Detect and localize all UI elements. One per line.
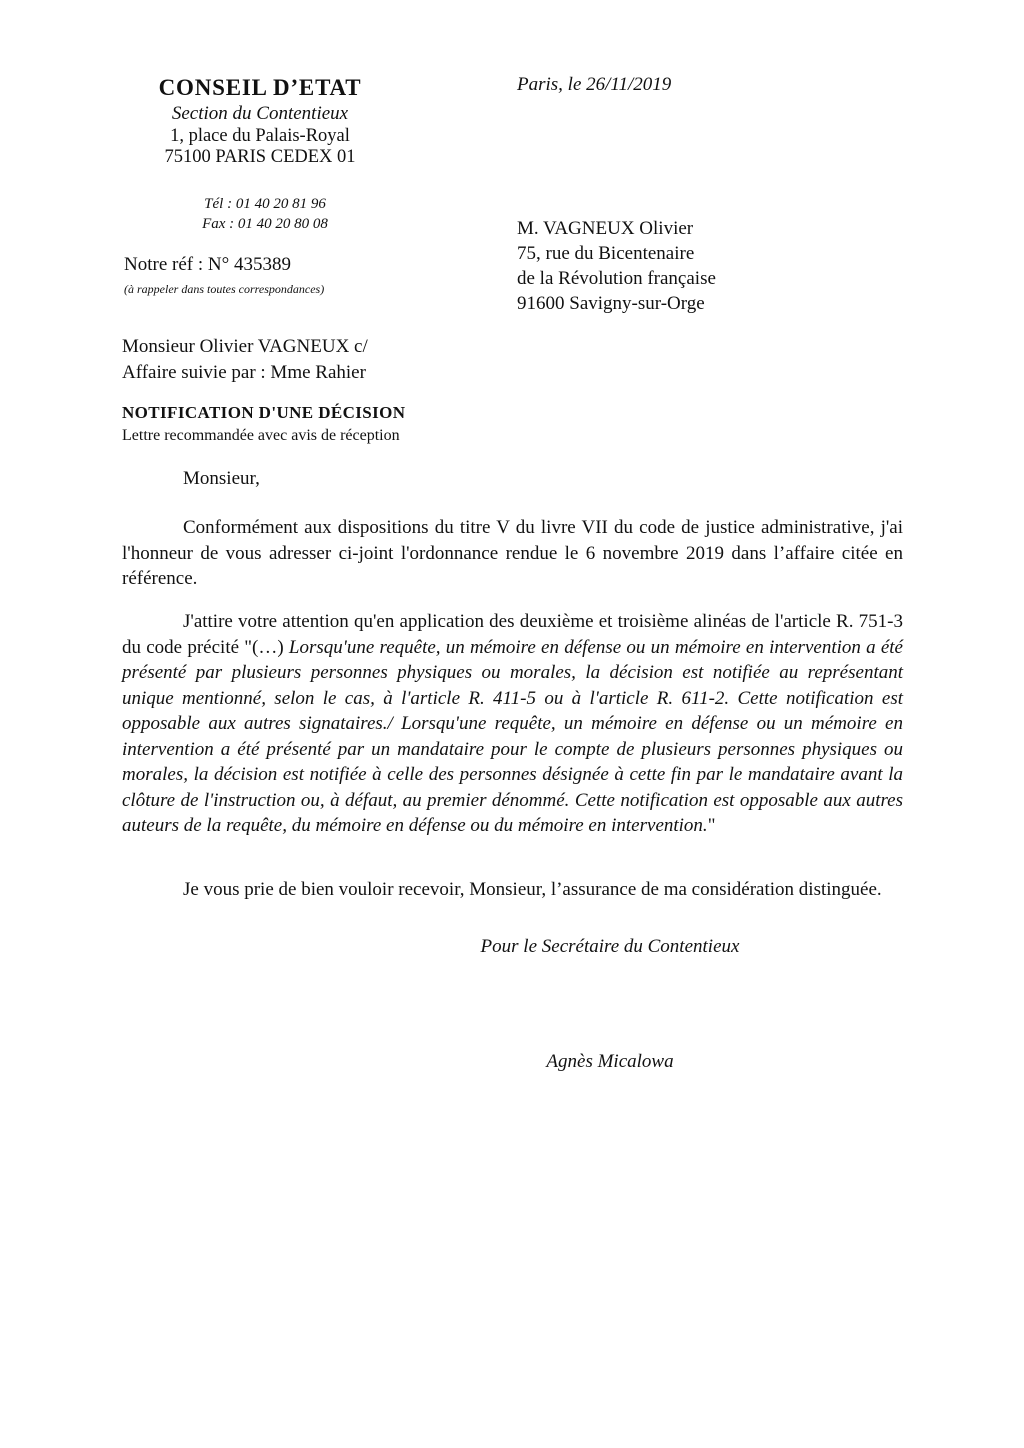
recipient-name: M. VAGNEUX Olivier: [517, 218, 694, 239]
reference-block: [124, 254, 324, 300]
case-party: Monsieur Olivier VAGNEUX c/: [122, 336, 368, 357]
date-line: Paris, le 26/11/2019: [517, 74, 672, 95]
org-address-line2: 75100 PARIS CEDEX 01: [164, 147, 356, 167]
recipient-street: 75, rue du Bicentenaire: [517, 243, 695, 264]
case-handler: Affaire suivie par : Mme Rahier: [122, 362, 366, 383]
paragraph-2-lead: J'attire votre attention qu'en application des deuxième et troisième alinéas de l'article R. 751-3 du code précité "(…): [122, 611, 903, 658]
contact-block: [145, 194, 385, 234]
subject-title: NOTIFICATION D'UNE DÉCISION: [122, 403, 406, 422]
paragraph-2-close-quote: ": [707, 815, 716, 836]
recipient-street2: de la Révolution française: [517, 268, 716, 289]
org-address-line1: 1, place du Palais-Royal: [170, 126, 350, 146]
fax-line: Fax : 01 40 20 80 08: [202, 216, 328, 232]
case-block: [122, 334, 368, 386]
signoff-title: Pour le Secrétaire du Contentieux: [480, 936, 740, 957]
salutation: Monsieur,: [183, 468, 260, 489]
letterhead: [143, 74, 377, 168]
body-paragraph-2: [122, 609, 903, 839]
body-paragraph-3: Je vous prie de bien vouloir recevoir, Monsieur, l’assurance de ma considération distinguée.: [183, 879, 882, 900]
reference-number: Notre réf : N° 435389: [124, 254, 291, 275]
signature-name: Agnès Micalowa: [546, 1051, 674, 1072]
tel-line: Tél : 01 40 20 81 96: [204, 196, 326, 212]
reference-note: (à rappeler dans toutes correspondances): [124, 282, 325, 296]
subject-subtitle: Lettre recommandée avec avis de réception: [122, 427, 400, 444]
org-section: Section du Contentieux: [171, 103, 349, 124]
subject-block: [122, 401, 405, 446]
recipient-address: [517, 216, 716, 316]
org-name: CONSEIL D’ETAT: [158, 75, 362, 100]
body-paragraph-1: Conformément aux dispositions du titre V du livre VII du code de justice administrative, j'ai l'honneur de vous adresser ci-joint l'ordonnance rendue le 6 novembre 2019 dans l’affaire citée en référence.: [122, 517, 903, 589]
paragraph-2-quotation: Lorsqu'une requête, un mémoire en défense ou un mémoire en intervention a été présenté par plusieurs personnes physiques ou morales, la décision est notifiée au représentant unique mentionné, selon le cas, à l'article R. 411-5 ou à l'article R. 611-2. Cette notification est opposable aux autres signataires./ Lorsqu'une requête, un mémoire en défense ou un mémoire en intervention a été présenté par un mandataire pour le compte de plusieurs personnes physiques ou morales, la décision est notifiée à celle des personnes désignée à cette fin par le mandataire avant la clôture de l'instruction ou, à défaut, au premier dénommé. Cette notification est opposable aux autres auteurs de la requête, du mémoire en défense ou du mémoire en intervention.: [122, 636, 903, 836]
recipient-city: 91600 Savigny-sur-Orge: [517, 293, 705, 314]
